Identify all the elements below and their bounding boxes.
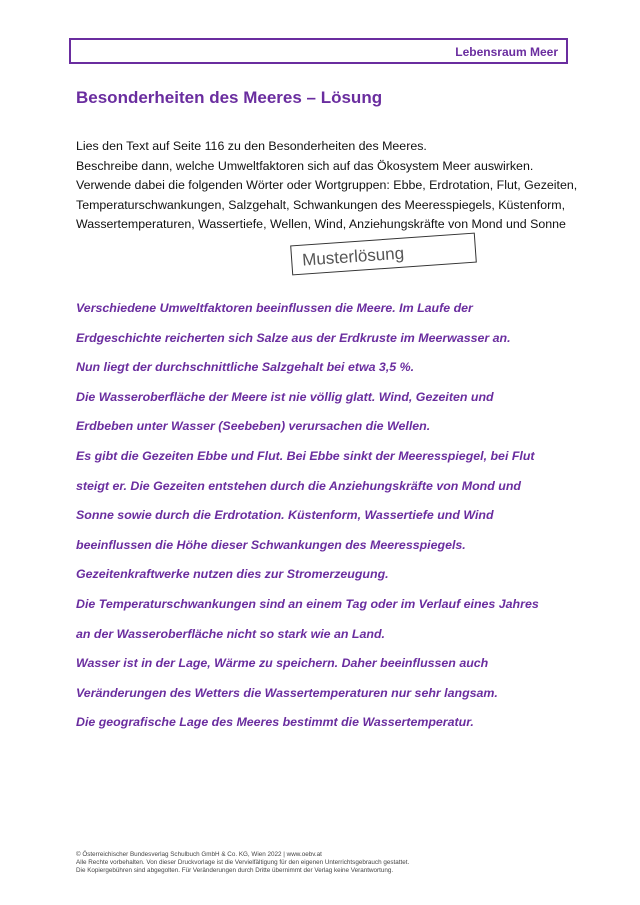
footer-line: © Österreichischer Bundesverlag Schulbuch GmbH & Co. KG, Wien 2022 | www.oebv.at <box>76 851 322 858</box>
instructions <box>76 137 578 235</box>
instruction-line: Verwende dabei die folgenden Wörter oder Wortgruppen: Ebbe, Erdrotation, Flut, Gezeiten, <box>76 178 578 192</box>
instruction-line: Wassertemperaturen, Wassertiefe, Wellen, Wind, Anziehungskräfte von Mond und Sonne <box>76 217 566 231</box>
answer-line: steigt er. Die Gezeiten entstehen durch die Anziehungskräfte von Mond und <box>76 478 521 493</box>
sample-solution-stamp <box>290 233 477 276</box>
answer-line: Sonne sowie durch die Erdrotation. Küstenform, Wassertiefe und Wind <box>76 508 494 523</box>
footer-line: Die Kopiergebühren sind abgegolten. Für Veränderungen durch Dritte übernimmt der Verlag keine Verantwortung. <box>76 867 394 874</box>
answer-line: Die geografische Lage des Meeres bestimmt die Wassertemperatur. <box>76 715 474 730</box>
answer-line: Es gibt die Gezeiten Ebbe und Flut. Bei Ebbe sinkt der Meeresspiegel, bei Flut <box>76 448 535 463</box>
answer-text <box>76 294 576 738</box>
header-label: Lebensraum Meer <box>455 45 558 59</box>
page-title: Besonderheiten des Meeres – Lösung <box>76 88 383 107</box>
answer-line: Gezeitenkraftwerke nutzen dies zur Stromerzeugung. <box>76 567 389 582</box>
instruction-line: Lies den Text auf Seite 116 zu den Besonderheiten des Meeres. <box>76 139 427 153</box>
stamp-label: Musterlösung <box>301 243 405 270</box>
header-box <box>69 38 568 64</box>
answer-line: Die Wasseroberfläche der Meere ist nie völlig glatt. Wind, Gezeiten und <box>76 389 494 404</box>
answer-line: Nun liegt der durchschnittliche Salzgehalt bei etwa 3,5 %. <box>76 360 415 375</box>
answer-line: Wasser ist in der Lage, Wärme zu speichern. Daher beeinflussen auch <box>76 656 489 671</box>
answer-line: Veränderungen des Wetters die Wassertemperaturen nur sehr langsam. <box>76 685 498 700</box>
copyright-footer <box>76 851 409 875</box>
instruction-line: Temperaturschwankungen, Salzgehalt, Schwankungen des Meeresspiegels, Küstenform, <box>76 197 566 212</box>
answer-line: Die Temperaturschwankungen sind an einem Tag oder im Verlauf eines Jahres <box>76 596 539 611</box>
instruction-line: Beschreibe dann, welche Umweltfaktoren sich auf das Ökosystem Meer auswirken. <box>76 158 534 173</box>
footer-line: Alle Rechte vorbehalten. Von dieser Druckvorlage ist die Vervielfältigung für den eigenen Unterrichtsgebrauch gestattet. <box>76 859 410 866</box>
answer-line: an der Wasseroberfläche nicht so stark wie an Land. <box>76 626 385 641</box>
answer-line: Erdbeben unter Wasser (Seebeben) verursachen die Wellen. <box>76 419 431 434</box>
answer-line: Verschiedene Umweltfaktoren beeinflussen die Meere. Im Laufe der <box>76 301 473 315</box>
answer-line: beeinflussen die Höhe dieser Schwankungen des Meeresspiegels. <box>76 537 466 552</box>
answer-line: Erdgeschichte reicherten sich Salze aus der Erdkruste im Meerwasser an. <box>76 330 511 345</box>
